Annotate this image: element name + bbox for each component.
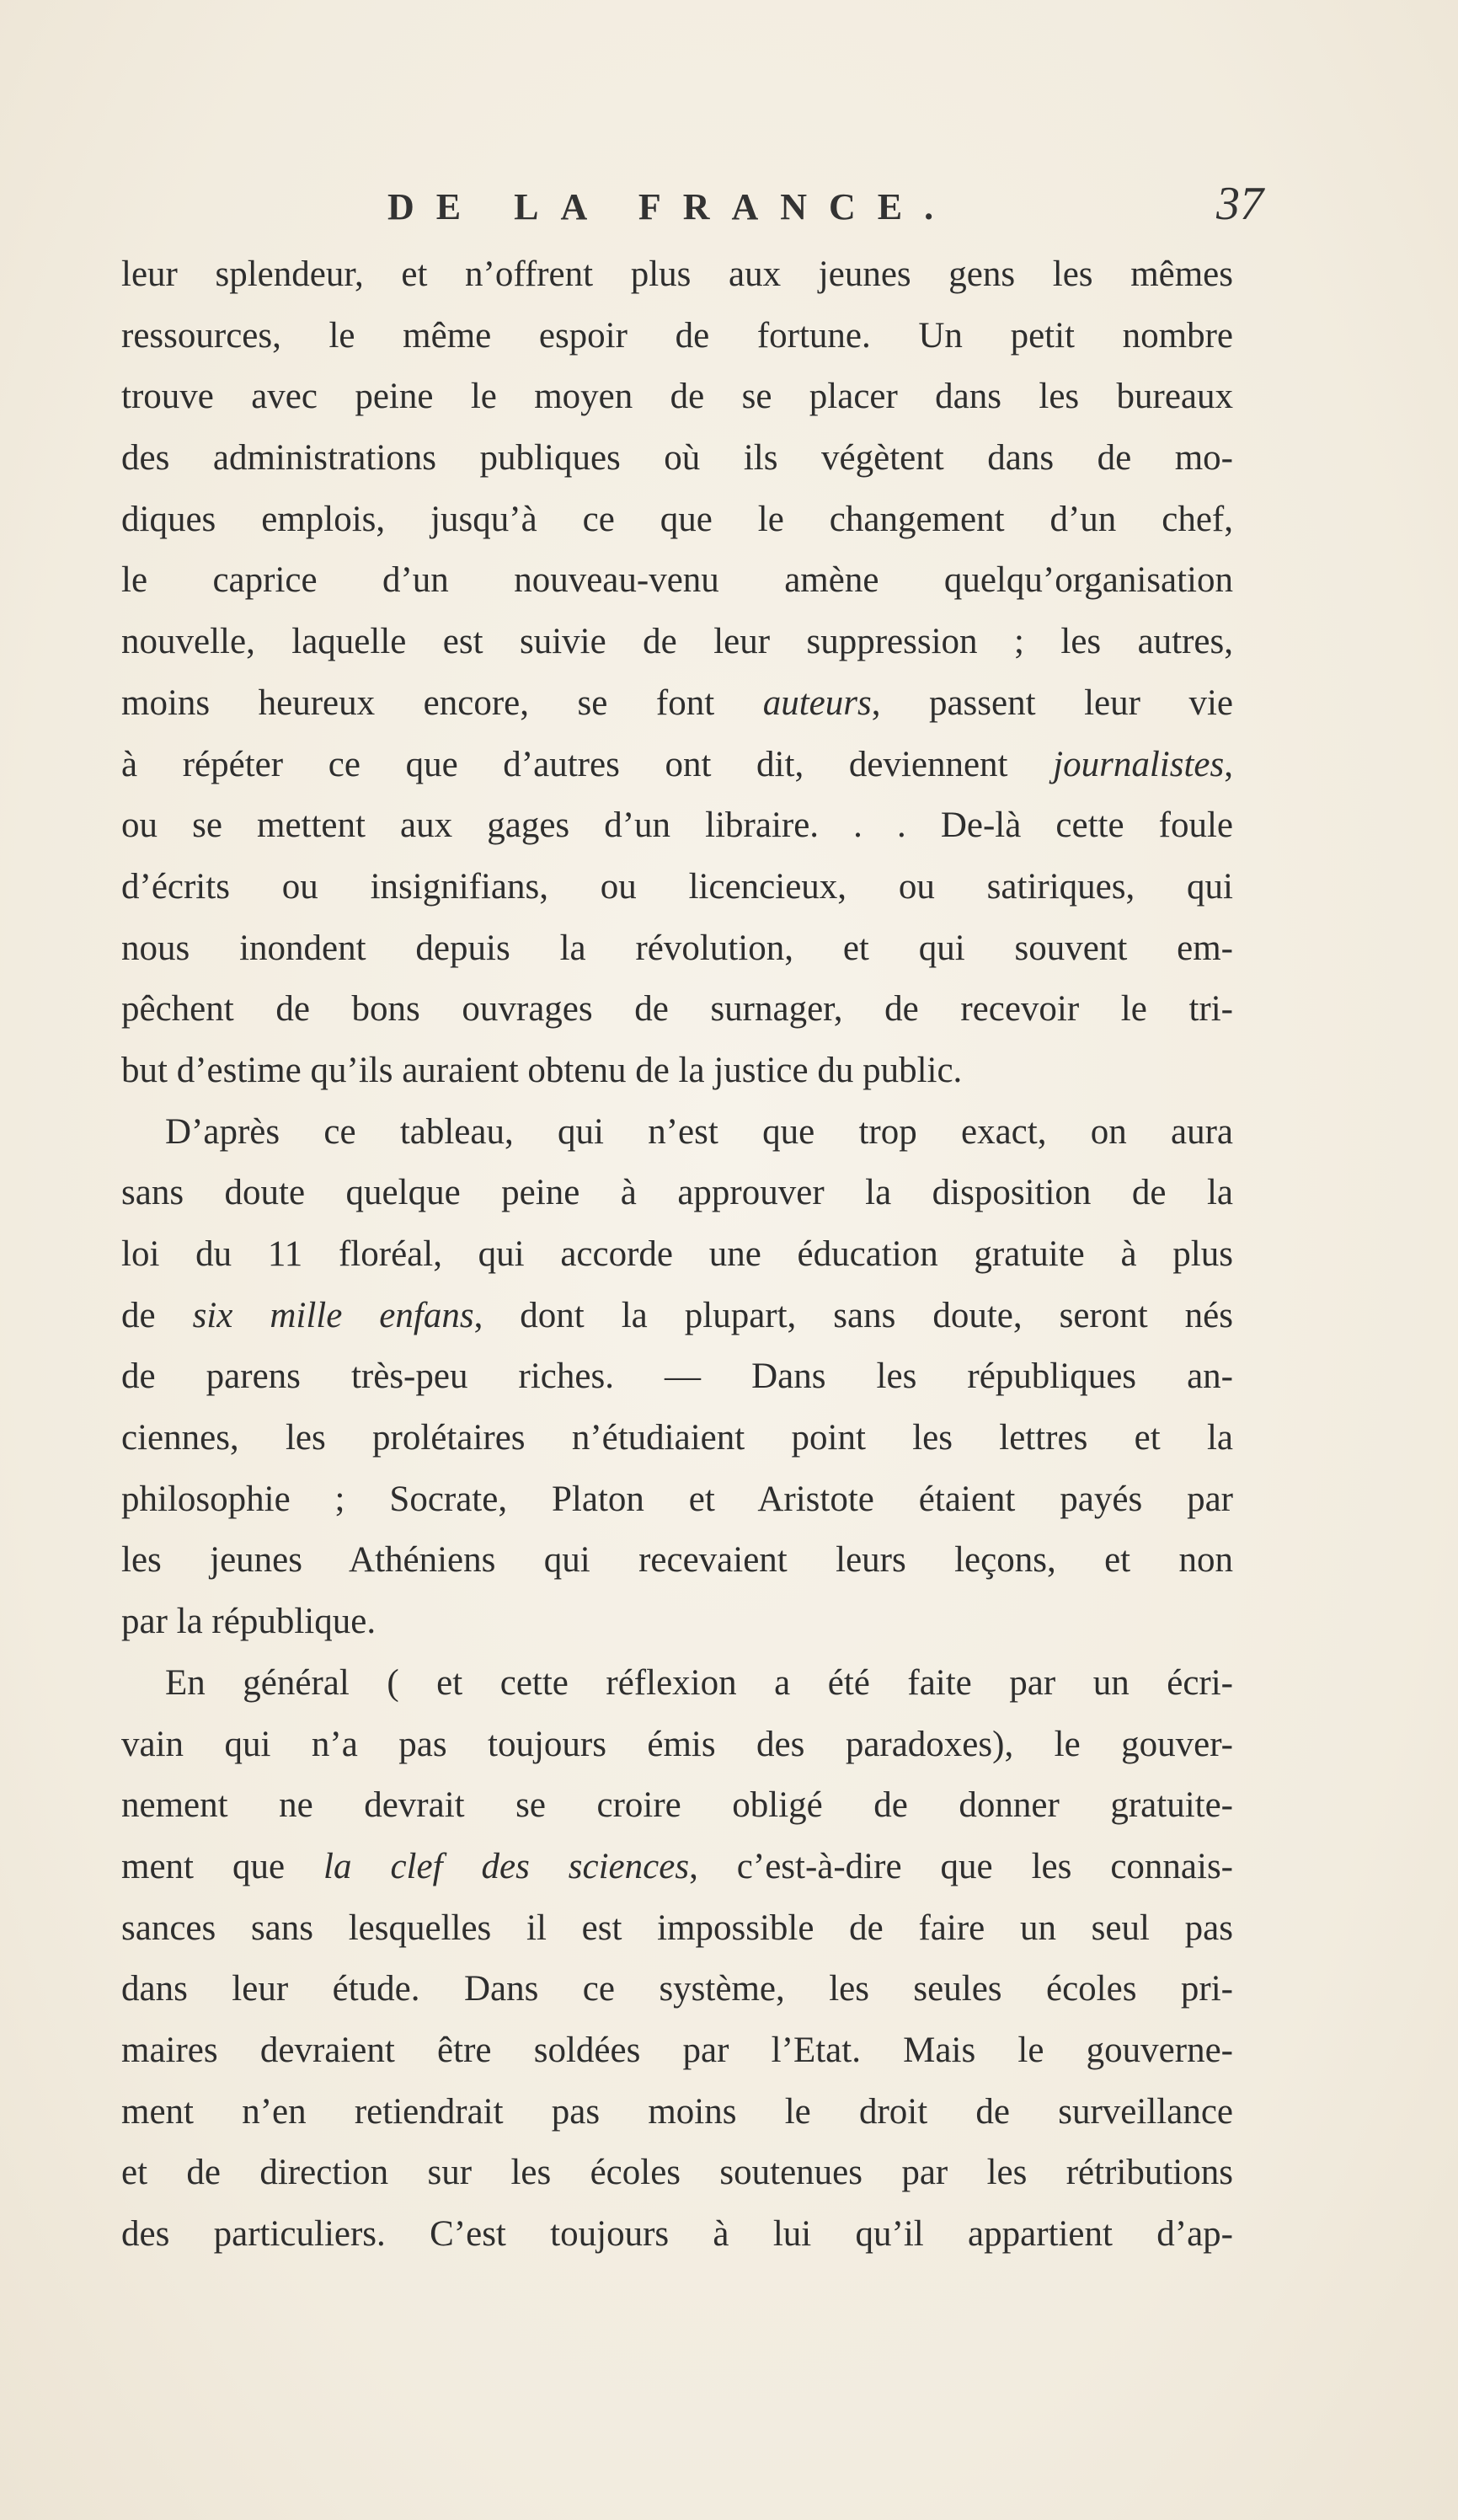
text-line: loi du 11 floréal, qui accorde une éducation gratuite à plus bbox=[121, 1234, 1233, 1274]
text-line: leur splendeur, et n’offrent plus aux jeunes gens les mêmes bbox=[121, 254, 1233, 294]
italic-term: journalistes bbox=[1053, 744, 1225, 784]
text-line: philosophie ; Socrate, Platon et Aristote étaient payés par bbox=[121, 1479, 1233, 1519]
running-head bbox=[118, 177, 1263, 236]
italic-term: la clef des sciences bbox=[323, 1846, 690, 1886]
text-line: maires devraient être soldées par l’Etat. Mais le gouverne- bbox=[121, 2030, 1233, 2070]
text-line: sans doute quelque peine à approuver la disposition de la bbox=[121, 1173, 1233, 1213]
running-title: DE LA FRANCE. bbox=[387, 186, 956, 227]
italic-term: auteurs bbox=[762, 682, 872, 723]
text-line bbox=[121, 1286, 1233, 1347]
text-line: des administrations publiques où ils végètent dans de mo- bbox=[121, 438, 1233, 479]
text-line: ressources, le même espoir de fortune. Un petit nombre bbox=[121, 315, 1233, 356]
text-line: des particuliers. C’est toujours à lui qu’il appartient d’ap- bbox=[121, 2214, 1233, 2254]
text-line: diques emplois, jusqu’à ce que le changement d’un chef, bbox=[121, 499, 1233, 539]
text-line: de parens très-peu riches. — Dans les républiques an- bbox=[121, 1356, 1233, 1397]
text-line: nouvelle, laquelle est suivie de leur suppression ; les autres, bbox=[121, 622, 1233, 662]
text-segment: , passent leur vie bbox=[871, 682, 1233, 723]
text-line bbox=[121, 1837, 1233, 1898]
italic-term: six mille enfans bbox=[192, 1295, 474, 1335]
text-line: les jeunes Athéniens qui recevaient leurs leçons, et non bbox=[121, 1540, 1233, 1581]
text-segment: à répéter ce que d’autres ont dit, deviennent bbox=[121, 744, 1054, 784]
text-line bbox=[121, 673, 1233, 735]
text-segment: moins heureux encore, se font bbox=[121, 682, 763, 723]
paragraph-start: D’après ce tableau, qui n’est que trop exact, on aura bbox=[165, 1111, 1233, 1152]
text-line: ciennes, les prolétaires n’étudiaient point les lettres et la bbox=[121, 1418, 1233, 1458]
text-segment: , c’est-à-dire que les connais- bbox=[689, 1846, 1233, 1886]
text-line: dans leur étude. Dans ce système, les seules écoles pri- bbox=[121, 1969, 1233, 2009]
paragraph-start: En général ( et cette réflexion a été faite par un écri- bbox=[165, 1662, 1233, 1703]
text-line: le caprice d’un nouveau-venu amène quelqu’organisation bbox=[121, 560, 1233, 601]
body-text bbox=[121, 244, 1233, 2266]
text-segment: , bbox=[1224, 744, 1233, 784]
text-segment: ment que bbox=[121, 1846, 324, 1886]
page-number: 37 bbox=[1216, 178, 1263, 230]
text-line: ment n’en retiendrait pas moins le droit de surveillance bbox=[121, 2091, 1233, 2132]
text-segment: de bbox=[121, 1295, 193, 1335]
text-line: sances sans lesquelles il est impossible de faire un seul pas bbox=[121, 1907, 1233, 1948]
text-line: d’écrits ou insignifians, ou licencieux, ou satiriques, qui bbox=[121, 866, 1233, 907]
text-line bbox=[121, 735, 1233, 796]
text-line: par la république. bbox=[121, 1602, 377, 1642]
text-line: nous inondent depuis la révolution, et qui souvent em- bbox=[121, 928, 1233, 968]
text-line: ou se mettent aux gages d’un libraire. . . De-là cette foule bbox=[121, 805, 1233, 846]
text-line: vain qui n’a pas toujours émis des paradoxes), le gouver- bbox=[121, 1724, 1233, 1764]
text-line: but d’estime qu’ils auraient obtenu de la justice du public. bbox=[121, 1050, 963, 1090]
text-segment: , dont la plupart, sans doute, seront nés bbox=[473, 1295, 1233, 1335]
text-line: nement ne devrait se croire obligé de donner gratuite- bbox=[121, 1785, 1233, 1826]
text-line: et de direction sur les écoles soutenues par les rétributions bbox=[121, 2153, 1233, 2193]
text-line: pêchent de bons ouvrages de surnager, de recevoir le tri- bbox=[121, 989, 1233, 1030]
text-line: trouve avec peine le moyen de se placer dans les bureaux bbox=[121, 377, 1233, 417]
